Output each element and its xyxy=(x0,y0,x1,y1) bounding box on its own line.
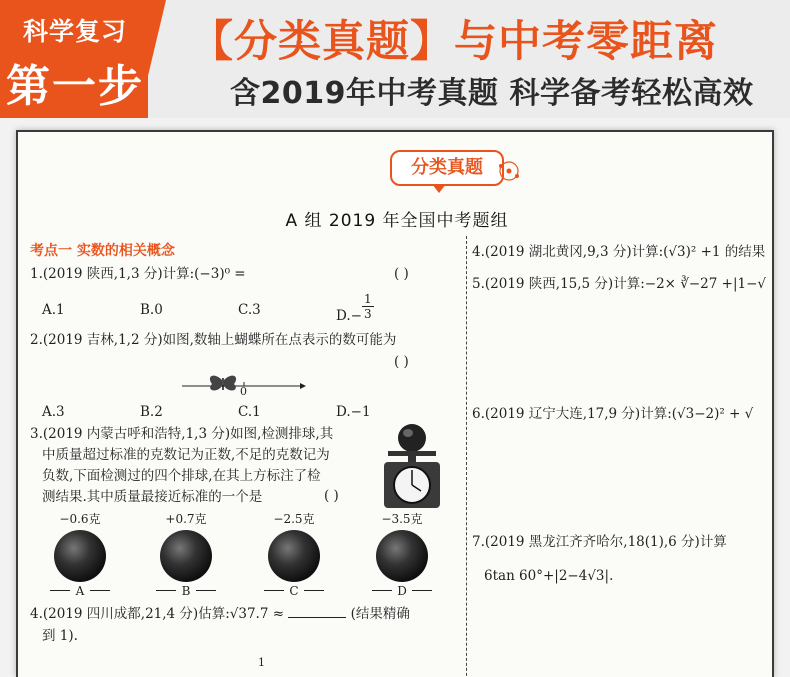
ball-option-letter: B xyxy=(181,584,191,598)
ball-option-letter: D xyxy=(397,584,407,598)
number-line-zero-label: 0 xyxy=(240,385,247,398)
volleyball-image xyxy=(54,530,106,582)
right-question-7-line-2: 6tan 60°+|2−4√3|. xyxy=(484,568,614,584)
headline: 【分类真题】与中考零距离 xyxy=(190,17,718,67)
ball-option-underline-right xyxy=(196,590,216,591)
volleyball-image xyxy=(160,530,212,582)
ball-weight-label: −0.6克 xyxy=(59,512,101,526)
ball-option-underline-left xyxy=(264,590,284,591)
question-3-line-1: 3.(2019 内蒙古呼和浩特,1,3 分)如图,检测排球,其 xyxy=(30,426,334,442)
question-3-answer-paren: ( ) xyxy=(324,488,339,504)
question-1-option-d xyxy=(336,292,374,324)
volleyball-image xyxy=(268,530,320,582)
section-badge-label: 分类真题 xyxy=(411,157,483,178)
exam-paper xyxy=(16,130,774,677)
topic-heading: 考点一 实数的相关概念 xyxy=(30,243,175,259)
volleyball-image xyxy=(376,530,428,582)
ball-weight-label: −3.5克 xyxy=(381,512,423,526)
right-question-5: 5.(2019 陕西,15,5 分)计算:−2× ∛−27 +|1−√ xyxy=(472,276,767,292)
question-4-line-2: 到 1). xyxy=(42,628,78,644)
weighing-scale-figure xyxy=(374,420,450,512)
question-2-option-b: B.2 xyxy=(140,404,163,420)
subline: 含2019年中考真题 科学备考轻松高效 xyxy=(230,76,754,111)
question-2-option-c: C.1 xyxy=(238,404,261,420)
ball-option-letter: A xyxy=(75,584,85,598)
ball-option-underline-right xyxy=(304,590,324,591)
question-2-answer-paren: ( ) xyxy=(394,354,409,370)
ball-option-underline-right xyxy=(412,590,432,591)
question-1-option-d-fraction xyxy=(362,292,374,321)
question-2-option-a: A.3 xyxy=(42,404,65,420)
question-1-text: 1.(2019 陕西,1,3 分)计算:(−3)⁰ = xyxy=(30,266,246,282)
right-question-7-line-1: 7.(2019 黑龙江齐齐哈尔,18(1),6 分)计算 xyxy=(472,534,727,550)
question-1-option-b: B.0 xyxy=(140,302,163,318)
butterfly-icon xyxy=(210,376,236,391)
question-1-option-d-prefix: D.− xyxy=(336,308,362,324)
question-2-text: 2.(2019 吉林,1,2 分)如图,数轴上蝴蝶所在点表示的数可能为 xyxy=(30,332,397,348)
badge-tail xyxy=(432,184,446,193)
atom-icon xyxy=(496,158,522,184)
question-3-line-2: 中质量超过标准的克数记为正数,不足的克数记为 xyxy=(42,447,330,463)
question-4-line-1 xyxy=(30,604,410,625)
question-4-suffix: (结果精确 xyxy=(350,606,410,622)
ball-option-letter: C xyxy=(289,584,299,598)
tag-line-2: 第一步 xyxy=(6,61,144,112)
right-question-6: 6.(2019 辽宁大连,17,9 分)计算:(√3−2)² + √ xyxy=(472,406,754,422)
ball-option-underline-left xyxy=(372,590,392,591)
question-4-text: 4.(2019 四川成都,21,4 分)估算:√37.7 ≈ xyxy=(30,606,285,622)
question-3-line-3: 负数,下面检测过的四个排球,在其上方标注了检 xyxy=(42,468,321,484)
fraction-numerator: 1 xyxy=(363,292,372,306)
fraction-denominator: 3 xyxy=(363,307,372,321)
question-1-option-c: C.3 xyxy=(238,302,261,318)
ball-option-underline-left xyxy=(50,590,70,591)
question-1-option-a: A.1 xyxy=(42,302,65,318)
footer-partial-text: 1 xyxy=(258,656,265,669)
group-title: A 组 2019 年全国中考题组 xyxy=(285,211,509,231)
ball-option-underline-left xyxy=(156,590,176,591)
ball-weight-label: +0.7克 xyxy=(165,512,207,526)
promo-banner xyxy=(0,0,790,118)
question-1-answer-paren: ( ) xyxy=(394,266,409,282)
column-divider xyxy=(466,236,467,677)
right-question-4: 4.(2019 湖北黄冈,9,3 分)计算:(√3)² +1 的结果 xyxy=(472,244,766,260)
answer-blank xyxy=(288,604,346,618)
section-badge xyxy=(390,150,504,186)
tag-line-1: 科学复习 xyxy=(22,17,127,46)
question-3-line-4: 测结果.其中质量最接近标准的一个是 xyxy=(42,489,263,505)
question-2-option-d: D.−1 xyxy=(336,404,371,420)
ball-option-underline-right xyxy=(90,590,110,591)
ball-weight-label: −2.5克 xyxy=(273,512,315,526)
